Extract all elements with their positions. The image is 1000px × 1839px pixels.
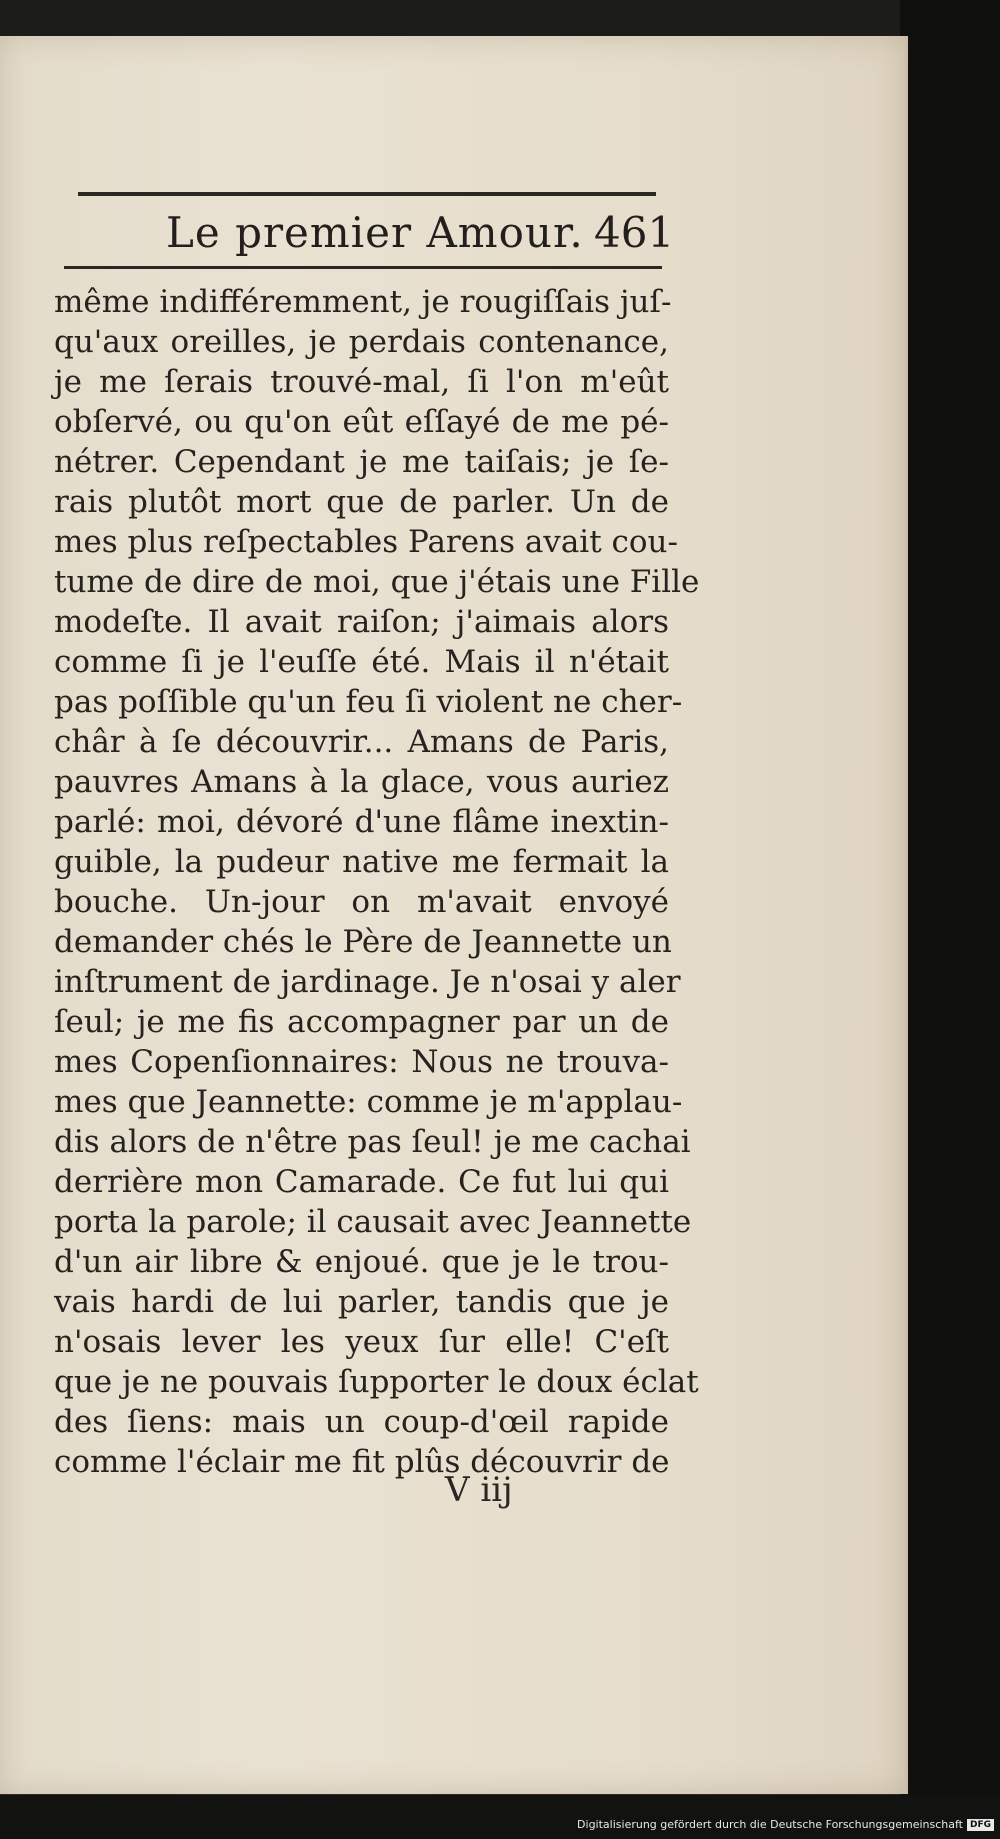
text-line: châr à ſe découvrir... Amans de Paris, [54, 724, 669, 760]
text-line: derrière mon Camarade. Ce fut lui qui [54, 1164, 669, 1200]
text-line: n'osais lever les yeux ſur elle! C'eſt [54, 1324, 669, 1360]
digitization-credit-text: Digitalisierung gefördert durch die Deutsche Forschungsgemeinschaft [577, 1818, 963, 1831]
running-head-bottom-rule [64, 266, 662, 269]
text-line: tume de dire de moi, que j'étais une Fille [54, 564, 700, 600]
signature-mark: V iij [445, 1470, 513, 1510]
text-line: demander chés le Père de Jeannette un [54, 924, 672, 960]
text-line: vais hardi de lui parler, tandis que je [54, 1284, 669, 1320]
text-line: comme ſi je l'euſſe été. Mais il n'était [54, 644, 669, 680]
text-line: dis alors de n'être pas ſeul! je me cachai [54, 1124, 691, 1160]
scan-background-top [0, 0, 1000, 40]
text-line: pauvres Amans à la glace, vous auriez [54, 764, 669, 800]
scan-background-bottom [0, 1795, 1000, 1839]
text-line: qu'aux oreilles, je perdais contenance, [54, 324, 669, 360]
dfg-logo: DFG [967, 1819, 994, 1831]
text-line: mes Copenſionnaires: Nous ne trouva- [54, 1044, 669, 1080]
running-head [78, 208, 675, 264]
text-line: rais plutôt mort que de parler. Un de [54, 484, 669, 520]
body-text [54, 282, 700, 1482]
text-line: mes plus reſpectables Parens avait cou- [54, 524, 678, 560]
running-head-title: Le premier Amour. [166, 208, 584, 257]
text-line: modeſte. Il avait raiſon; j'aimais alors [54, 604, 669, 640]
scan-background-right [900, 0, 1000, 1839]
text-line: obſervé, ou qu'on eût eſſayé de me pé- [54, 404, 669, 440]
text-line: guible, la pudeur native me fermait la [54, 844, 669, 880]
text-line: des ſiens: mais un coup-d'œil rapide [54, 1404, 669, 1440]
text-line: bouche. Un-jour on m'avait envoyé [54, 884, 669, 920]
text-line: d'un air libre & enjoué. que je le trou- [54, 1244, 669, 1280]
text-line: ſeul; je me fis accompagner par un de [54, 1004, 669, 1040]
page-number: 461 [594, 208, 675, 257]
text-line: inſtrument de jardinage. Je n'osai y aler [54, 964, 681, 1000]
running-head-top-rule [78, 192, 656, 196]
text-line: comme l'éclair me fit plûs découvrir de [54, 1444, 670, 1480]
text-line: que je ne pouvais ſupporter le doux éclat [54, 1364, 699, 1400]
text-line: je me ſerais trouvé-mal, ſi l'on m'eût [54, 364, 669, 400]
text-line: porta la parole; il causait avec Jeannette [54, 1204, 692, 1240]
digitization-credit [577, 1818, 994, 1831]
text-line: nétrer. Cependant je me taiſais; je ſe- [54, 444, 669, 480]
text-line: parlé: moi, dévoré d'une flâme inextin- [54, 804, 669, 840]
text-line: même indifféremment, je rougiſſais juſ- [54, 284, 672, 320]
text-line: mes que Jeannette: comme je m'applau- [54, 1084, 683, 1120]
text-line: pas poſſible qu'un feu ſi violent ne cher- [54, 684, 683, 720]
